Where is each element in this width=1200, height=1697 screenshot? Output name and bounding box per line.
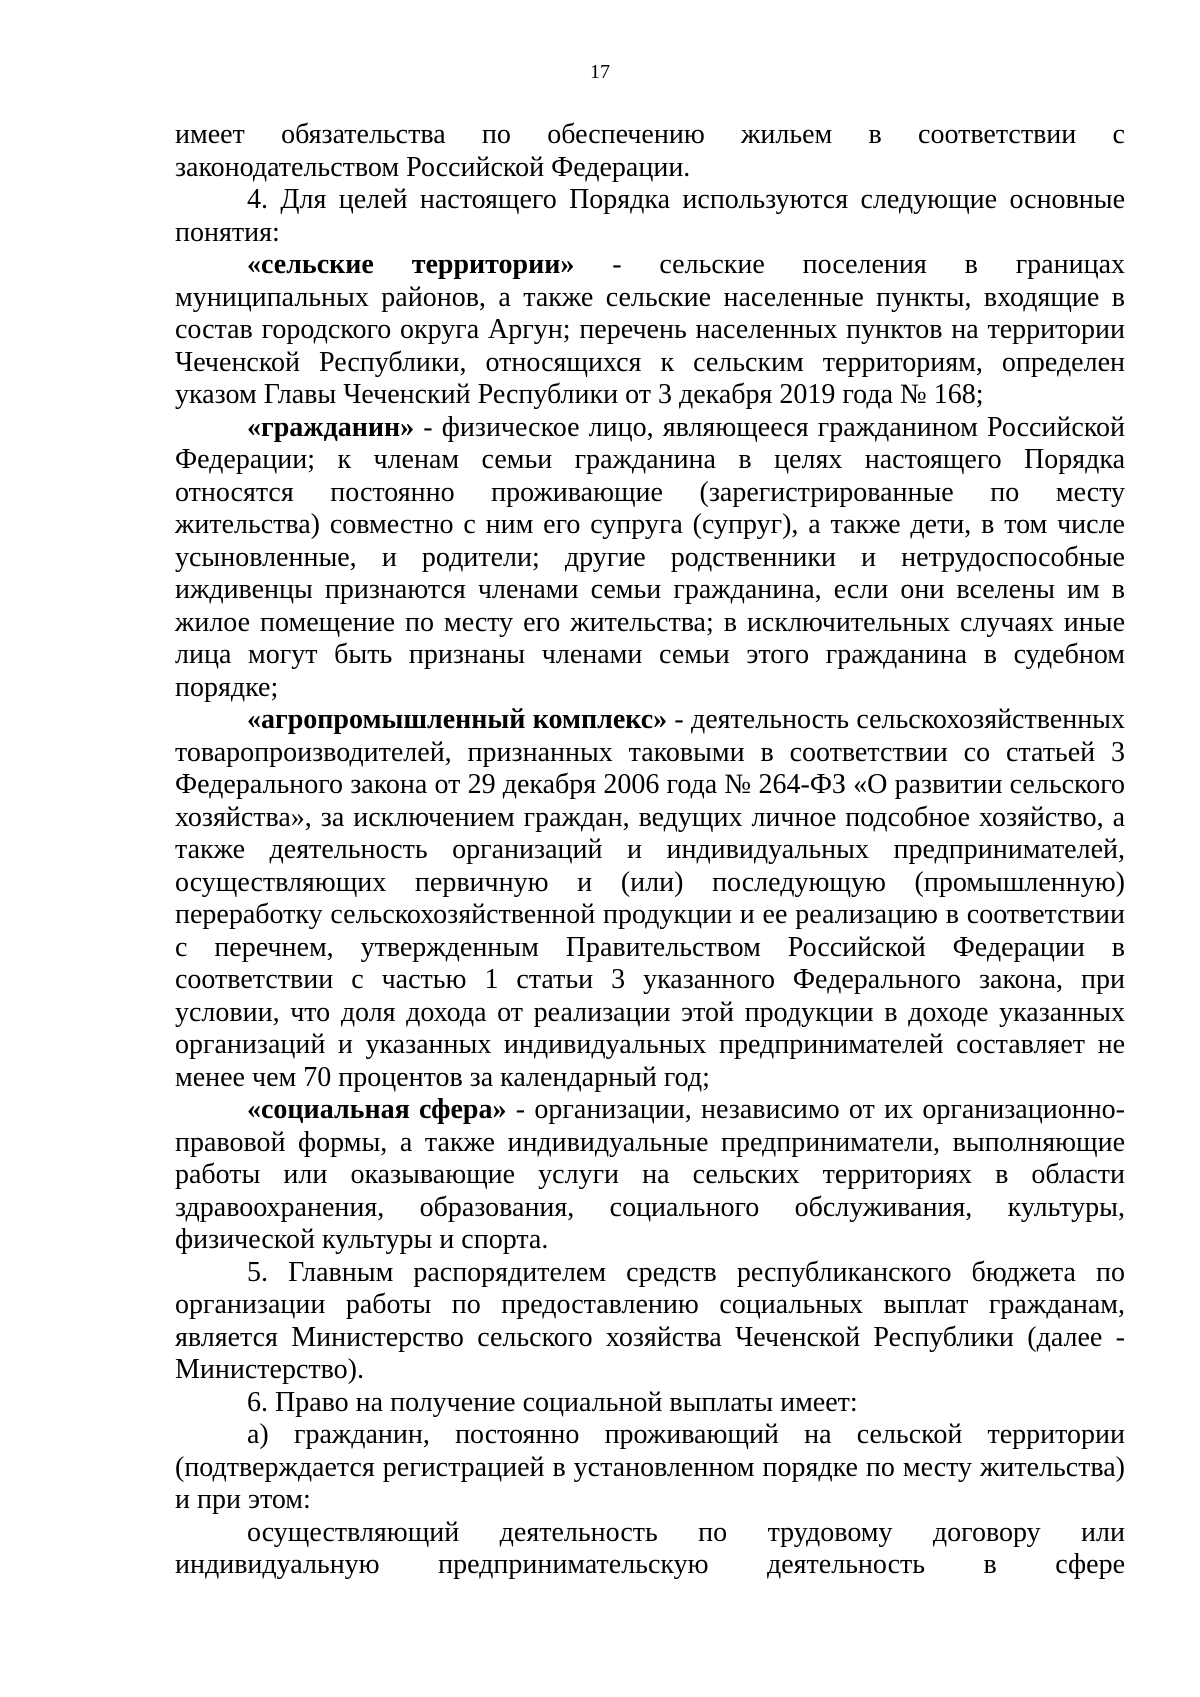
paragraph-item-6: 6. Право на получение социальной выплаты имеет: (247, 1386, 858, 1418)
term-social-sphere: «социальная сфера» (247, 1094, 507, 1125)
definition-social-sphere (175, 1094, 1125, 1257)
definition-text: - сельские поселения в границах муниципальных районов, а также сельские населенные пункты, входящие в состав городского округа Аргун; перечень населенных пунктов на территории Чеченской Республики, относящихся к сельским территориям, определен указом Главы Чеченский Республики от 3 декабря 2019 года № 168; (175, 249, 1125, 410)
definition-citizen (175, 412, 1125, 705)
document-body (175, 119, 1125, 1582)
term-rural-territories: «сельские территории» (247, 249, 575, 280)
definition-rural-territories (175, 249, 1125, 412)
term-citizen: «гражданин» (247, 411, 415, 443)
paragraph-item-5: 5. Главным распорядителем средств республиканского бюджета по организации работы по предоставлению социальных выплат гражданам, является Министерство сельского хозяйства Чеченской Республики (далее - Министерство). (175, 1256, 1125, 1385)
term-agro-complex: «агропромышленный комплекс» (247, 704, 668, 735)
paragraph-item-6a: а) гражданин, постоянно проживающий на сельской территории (подтверждается регистрацией в установленном порядке по месту жительства) и при этом: (175, 1419, 1125, 1515)
paragraph-housing-obligations: имеет обязательства по обеспечению жильем в соответствии с законодательством Российской Федерации. (175, 119, 1125, 183)
paragraph-item-4: 4. Для целей настоящего Порядка используются следующие основные понятия: (175, 184, 1125, 248)
definition-text: - деятельность сельскохозяйственных товаропроизводителей, признанных таковыми в соответствии со статьей 3 Федерального закона от 29 декабря 2006 года № 264-ФЗ «О развитии сельского хозяйства», за исключением граждан, ведущих личное подсобное хозяйство, а также деятельность организаций и индивидуальных предпринимателей, осуществляющих первичную и (или) последующую (промышленную) переработку сельскохозяйственной продукции и ее реализацию в соответствии с перечнем, утвержденным Правительством Российской Федерации в соответствии с частью 1 статьи 3 указанного Федерального закона, при условии, что доля дохода от реализации этой продукции в доходе указанных организаций и указанных индивидуальных предпринимателей составляет не менее чем 70 процентов за календарный год; (175, 704, 1125, 1093)
definition-text: - организации, независимо от их организационно-правовой формы, а также индивидуальные предприниматели, выполняющие работы или оказывающие услуги на сельских территориях в области здравоохранения, образования, социального обслуживания, культуры, физической культуры и спорта. (175, 1094, 1125, 1255)
definition-text: - физическое лицо, являющееся гражданином Российской Федерации; к членам семьи гражданина в целях настоящего Порядка относятся постоянно проживающие (зарегистрированные по месту жительства) совместно с ним его супруга (супруг), а также дети, в том числе усыновленные, и родители; другие родственники и нетрудоспособные иждивенцы признаются членами семьи гражданина, если они вселены им в жилое помещение по месту его жительства; в исключительных случаях иные лица могут быть признаны членами семьи этого гражданина в судебном порядке; (175, 411, 1125, 703)
definition-agro-complex (175, 704, 1125, 1094)
page-number: 17 (590, 61, 610, 83)
paragraph-employment: осуществляющий деятельность по трудовому договору или индивидуальную предпринимательскую деятельность в сфере (175, 1516, 1125, 1580)
